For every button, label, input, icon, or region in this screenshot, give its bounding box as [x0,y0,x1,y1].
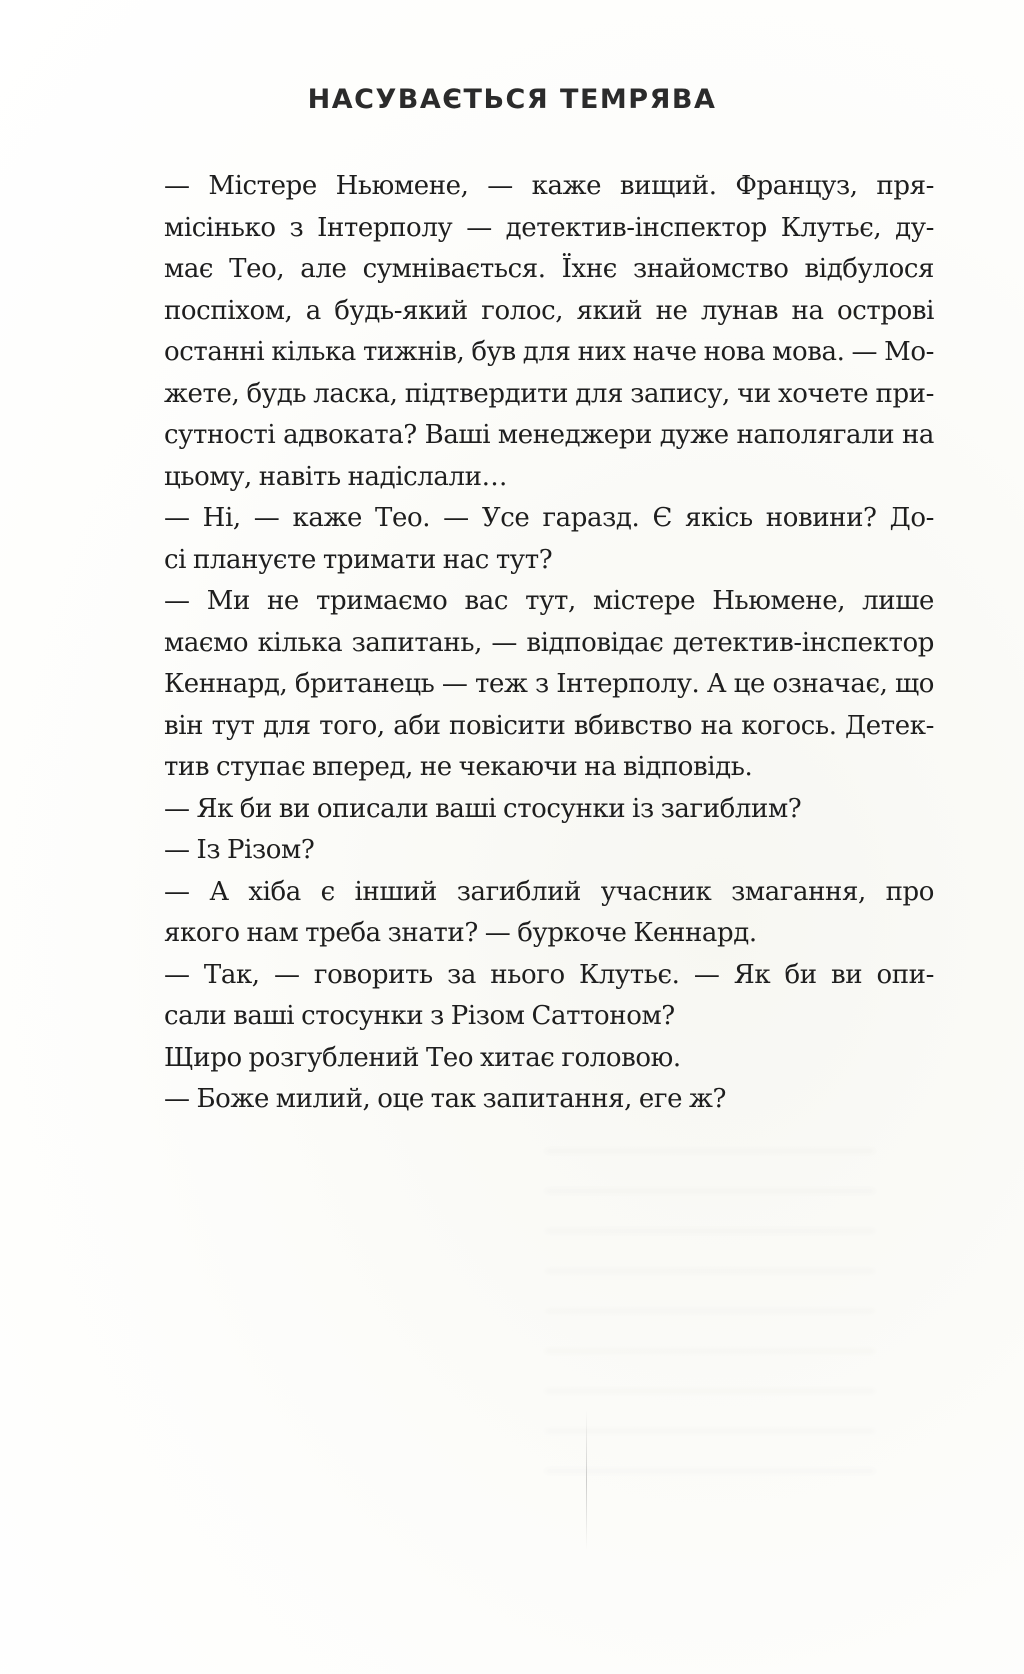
text-line: — Ми не тримаємо вас тут, містере Ньюмене, лише [164,586,934,616]
text-line: цьому, навіть надіслали… [164,461,508,492]
text-line: місінько з Інтерполу — детектив-інспектор Клутьє, ду- [164,212,934,243]
text-line: жете, будь ласка, підтвердити для запису, чи хочете при- [164,378,934,409]
show-through-from-reverse [545,1150,875,1490]
running-header: НАСУВАЄТЬСЯ ТЕМРЯВА [307,84,717,115]
text-line: — Із Різом? [164,835,315,865]
text-line: Щиро розгублений Тео хитає головою. [164,1042,681,1073]
text-line: сі плануєте тримати нас тут? [164,544,553,575]
text-line: сутності адвоката? Ваші менеджери дуже наполягали на [164,420,934,450]
text-line: — Ні, — каже Тео. — Усе гаразд. Є якісь новини? До- [164,503,934,533]
text-line: — Боже милий, оце так запитання, еге ж? [164,1084,727,1114]
page-crease-mark [586,1410,587,1550]
text-line: сали ваші стосунки з Різом Саттоном? [164,1001,675,1031]
text-line: якого нам треба знати? — буркоче Кеннард. [164,918,757,948]
text-line: останні кілька тижнів, був для них наче нова мова. — Мо- [164,337,934,367]
text-line: поспіхом, а будь-який голос, який не лунав на острові [164,295,934,326]
text-line: тив ступає вперед, не чекаючи на відповідь. [164,752,753,782]
text-line: маємо кілька запитань, — відповідає детектив-інспектор [164,627,934,658]
text-line: — А хіба є інший загиблий учасник змагання, про [164,876,934,907]
text-line: — Так, — говорить за нього Клутьє. — Як би ви опи- [164,959,934,990]
text-line: має Тео, але сумнівається. Їхнє знайомство відбулося [164,254,934,284]
text-line: Кеннард, британець — теж з Інтерполу. А це означає, що [164,669,934,699]
text-line: — Як би ви описали ваші стосунки із загиблим? [164,793,802,824]
text-line: він тут для того, аби повісити вбивство на когось. Детек- [164,710,934,741]
body-text [164,166,934,1121]
text-line: — Містере Ньюмене, — каже вищий. Француз, пря- [164,171,934,201]
